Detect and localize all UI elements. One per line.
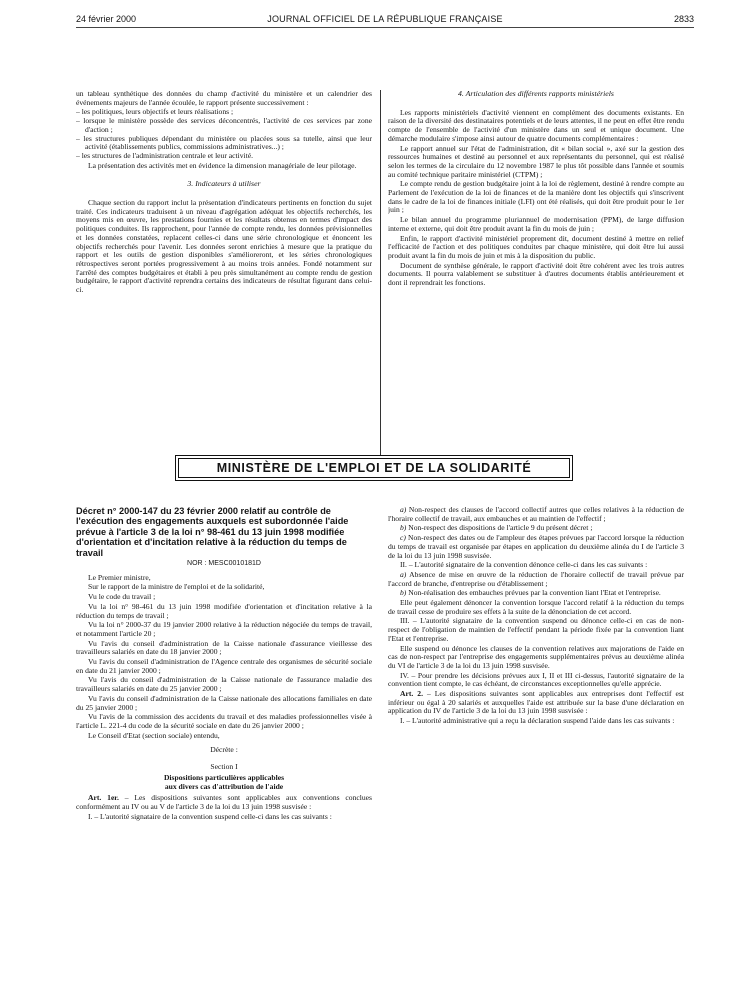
indicateurs-paragraph: Chaque section du rapport inclut la présentation d'indicateurs pertinents en fonction du sujet traité. Ces indicateurs traduisent à un niveau d'agrégation adéquat les objectifs recherchés, les moyens mis en œuvre, les prestations fournies et les résultats obtenus en termes d'impact des politiques conduites. Ils rapprochent, pour l'année de compte rendu, les données prévisionnelles et les données constatées, replacent celles-ci dans une série chronologique et énoncent les objectifs recherchés pour l'avenir. Les données seront enrichies à mesure que la pratique du rapport et les outils de gestion disponibles s'amélioreront, et les séries chronologiques rétrospectives seront portées progressivement à au moins trois années. Fondé notamment sur l'arrêté des comptes budgétaires et établi à peu près simultanément au compte rendu de gestion budgétaire, le rapport d'activité reprendra certains des indicateurs de résultat figurant dans celui-ci.	[76, 198, 372, 295]
paragraph: Document de synthèse générale, le rapport d'activité doit être cohérent avec les trois autres documents. Il pourra valablement se substituer à d'autres documents établis antérieurement et dont il reprendrait les fonctions.	[388, 260, 684, 288]
clause-II-b-label: b)	[400, 588, 407, 598]
article-1-label: Art. 1er.	[88, 793, 119, 803]
header-rule	[76, 27, 694, 28]
closing-paragraph: La présentation des activités met en évidence la dimension managériale de leur pilotage.	[88, 160, 357, 170]
section-label: Section I	[210, 762, 238, 772]
clause-a-text: Non-respect des clauses de l'accord collectif autres que celles relatives à la réduction de l'horaire collectif de travail, aux embauches et au maintien de l'effectif ;	[388, 506, 684, 523]
paragraph: Le rapport annuel sur l'état de l'administration, dit « bilan social », axé sur la gestion des ressources humaines et destiné au personnel et aux représentants du personnel, qui est réalisé selon les termes de la circulaire du 12 novembre 1987 le plus tôt possible dans l'année et soumis au comité technique paritaire ministériel (CTPM) ;	[388, 143, 684, 179]
section-title-line-1: Dispositions particulières applicables	[163, 772, 285, 782]
section-heading-indicateurs: 3. Indicateurs à utiliser	[187, 179, 261, 189]
article-2-text: – Les dispositions suivantes sont applicables aux entreprises dont l'effectif est inférieur ou égal à 20 salariés et auxquelles l'aide est attribuée sur la base d'une déclaration en application du IV de l'article 3 de la loi du 13 juin 1998 susvisée :	[388, 689, 684, 716]
clause-a-label: a)	[400, 506, 407, 514]
preamble-line: Vu l'avis du conseil d'administration de l'Agence centrale des organismes de sécurité sociale en date du 21 janvier 2000 ;	[76, 657, 372, 675]
article-1-text: – Les dispositions suivantes sont applicables aux conventions conclues conformément au IV ou au V de l'article 3 de la loi du 13 juin 1998 susvisée :	[76, 793, 372, 811]
clause-c-text: Non-respect des dates ou de l'ampleur des étapes prévues par l'accord lorsque la réduction du temps de travail est organisée par étapes en application du deuxième alinéa du I de l'article 3 de la loi du 13 juin 1998 susvisée.	[388, 533, 684, 560]
decree-nor: NOR : MESC0010181D	[187, 560, 261, 568]
clause-a	[388, 506, 684, 523]
paragraph: Enfin, le rapport d'activité ministériel proprement dit, document destiné à mettre en relief l'efficacité de l'action et des politiques conduites par chaque ministère, qui doit être lui aussi produit avant la fin du mois de juin et mis à la disposition du public.	[388, 233, 684, 260]
clause-II-a-text: Absence de mise en œuvre de la réduction de l'horaire collectif de travail prévue par l'accord de branche, d'entreprise ou d'établissement ;	[388, 569, 684, 588]
preamble-line: Vu l'avis du conseil d'administration de la Caisse nationale d'assurance vieillesse des travailleurs salariés en date du 18 janvier 2000 ;	[76, 638, 372, 657]
paragraph-II: II. – L'autorité signataire de la convention dénonce celle-ci dans les cas suivants :	[400, 560, 648, 570]
clause-b-label: b)	[400, 523, 407, 533]
preamble-line: Vu la loi n° 2000-37 du 19 janvier 2000 relative à la réduction négociée du temps de travail, et notamment l'article 20 ;	[76, 620, 372, 638]
clause-b-text: Non-respect des dispositions de l'article 9 du présent décret ;	[406, 523, 593, 533]
top-right-column	[388, 90, 684, 456]
clause-c-label: c)	[400, 533, 406, 543]
decree-title: Décret n° 2000-147 du 23 février 2000 relatif au contrôle de l'exécution des engagements auxquels est subordonnée l'aide prévue à l'article 3 de la loi n° 98-461 du 13 juin 1998 modifiée d'orientation et d'incitation relative à la réduction du temps de travail	[76, 506, 349, 558]
preamble-line: Vu l'avis du conseil d'administration de la Caisse nationale de l'assurance maladie des travailleurs salariés en date du 25 janvier 2000 ;	[76, 675, 372, 694]
column-divider	[380, 90, 381, 456]
article-2	[388, 690, 684, 716]
list-item: – les structures de l'administration centrale et leur activité.	[76, 150, 254, 160]
clause-II-a	[388, 571, 684, 588]
clause-II-a-label: a)	[400, 569, 407, 579]
article-1-paragraph-I: I. – L'autorité signataire de la convention suspend celle-ci dans les cas suivants :	[88, 811, 332, 821]
intro-paragraph: un tableau synthétique des données du champ d'activité du ministère et un calendrier des événements majeurs de l'année écoulée, le rapport présente successivement :	[76, 90, 372, 107]
clause-b	[388, 524, 684, 533]
list-item: – lorsque le ministère possède des services déconcentrés, l'activité de ces services par zone d'action ;	[76, 116, 372, 134]
paragraph: Le compte rendu de gestion budgétaire joint à la loi de règlement, destiné à rendre compte au Parlement de l'exécution de la loi de finances et de la manière dont les objectifs qui s'inscrivent dans le cadre de la loi de finances initiale (LFI) ont été réalisés, qui doit être produit pour le 1er juin ;	[388, 179, 684, 215]
preamble-line: Sur le rapport de la ministre de l'emploi et de la solidarité,	[88, 582, 265, 592]
ministry-banner: MINISTÈRE DE L'EMPLOI ET DE LA SOLIDARITÉ	[175, 455, 573, 481]
report-contents-list	[76, 108, 372, 160]
clause-II-b	[388, 589, 684, 598]
clause-II-b-text: Non-réalisation des embauches prévues par la convention liant l'Etat et l'entreprise.	[406, 588, 661, 598]
list-item: – les politiques, leurs objectifs et leurs réalisations ;	[76, 107, 234, 117]
paragraph: Les rapports ministériels d'activité viennent en complément des documents existants. En raison de la diversité des destinataires potentiels et de leurs attentes, il ne peut en effet être rendu compte de l'ensemble de l'activité d'un ministère dans un seul et unique document. Une démarche modulaire s'impose ainsi autour de quatre documents complémentaires :	[388, 107, 684, 143]
preamble-line: Vu l'avis du conseil d'administration de la Caisse nationale des allocations familiales en date du 25 janvier 2000 ;	[76, 693, 372, 712]
preamble-line: Vu le code du travail ;	[88, 592, 156, 602]
article-1	[76, 794, 372, 811]
clause-c	[388, 534, 684, 560]
paragraph-III-elle: Elle suspend ou dénonce les clauses de la convention relatives aux majorations de l'aide en cas de non-respect par l'entreprise des engagements supplémentaires prévus au deuxième alinéa du VI de l'article 3 de la loi du 13 juin 1998 susvisée.	[388, 643, 684, 670]
section-heading-articulation: 4. Articulation des différents rapports ministériels	[458, 90, 614, 98]
page-header	[76, 14, 694, 28]
article-2-paragraph-I: I. – L'autorité administrative qui a reçu la déclaration suspend l'aide dans les cas suivants :	[400, 716, 675, 726]
decree-left-column	[76, 506, 372, 982]
preamble-line: Le Conseil d'Etat (section sociale) entendu,	[88, 730, 220, 740]
list-item: – les structures publiques dépendant du ministère ou placées sous sa tutelle, ainsi que leur activité (établissements publics, commissions administratives...) ;	[76, 133, 372, 152]
decrete-line: Décrète :	[210, 745, 238, 755]
article-2-label: Art. 2.	[400, 689, 423, 699]
header-journal-title: JOURNAL OFFICIEL DE LA RÉPUBLIQUE FRANÇAISE	[267, 14, 503, 24]
top-left-column	[76, 90, 372, 456]
header-date: 24 février 2000	[76, 14, 137, 24]
decree-right-column	[388, 506, 684, 982]
paragraph-II-elle: Elle peut également dénoncer la convention lorsque l'accord relatif à la réduction du temps de travail cesse de produire ses effets à la suite de la dénonciation de cet accord.	[388, 598, 684, 616]
preamble-line: Vu l'avis de la commission des accidents du travail et des maladies professionnelles visée à l'article L. 221-4 du code de la sécurité sociale en date du 26 janvier 2000 ;	[76, 712, 372, 730]
preamble-line: Vu la loi n° 98-461 du 13 juin 1998 modifiée d'orientation et d'incitation relative à la réduction du temps de travail ;	[76, 601, 372, 620]
paragraph-III: III. – L'autorité signataire de la convention suspend ou dénonce celle-ci en cas de non-respect de l'obligation de maintien de l'effectif pendant la période fixée par la convention liant l'Etat et l'entreprise.	[388, 616, 684, 643]
section-title-line-2: aux divers cas d'attribution de l'aide	[164, 781, 284, 791]
header-page-number: 2833	[673, 14, 694, 24]
preamble-line: Le Premier ministre,	[88, 572, 151, 582]
paragraph: Le bilan annuel du programme pluriannuel de modernisation (PPM), de large diffusion interne et externe, qui doit être produit avant la fin du mois de juin ;	[388, 215, 684, 233]
paragraph-IV: IV. – Pour prendre les décisions prévues aux I, II et III ci-dessus, l'autorité signataire de la convention tient compte, le cas échéant, de circonstances exceptionnelles qu'elle apprécie.	[388, 670, 684, 689]
